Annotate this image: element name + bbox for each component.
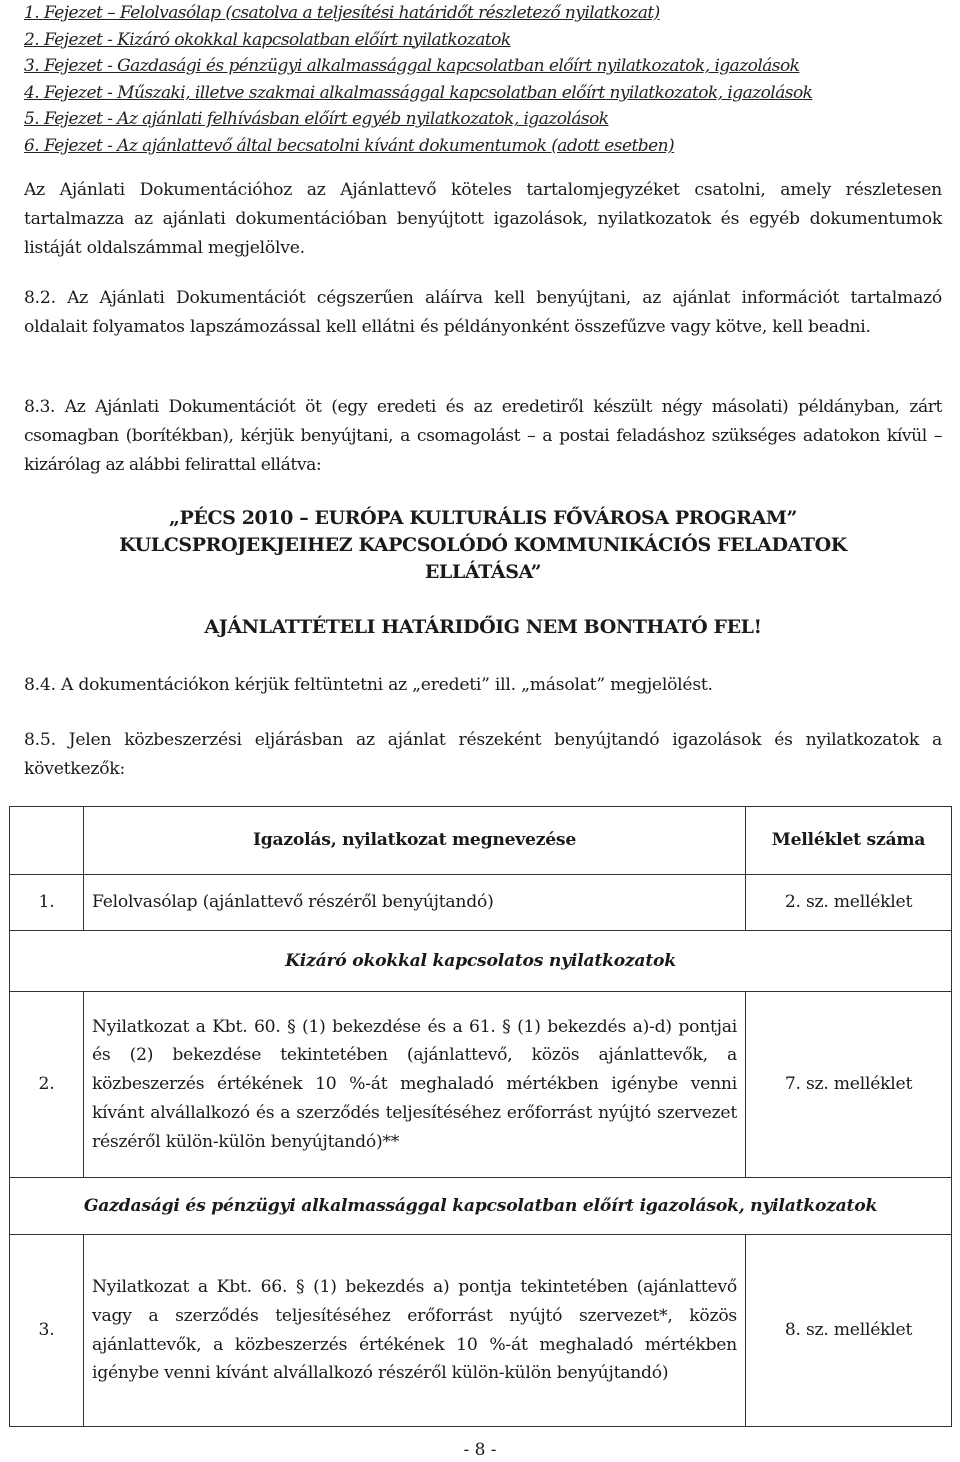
- table-section-row: [10, 931, 952, 992]
- row-number: 3.: [10, 1235, 84, 1427]
- table-header-row: [10, 807, 952, 875]
- table-row: [10, 1235, 952, 1427]
- chapter-item: 4. Fejezet - Műszaki, illetve szakmai alkalmassággal kapcsolatban előírt nyilatkozatok, igazolások: [24, 82, 813, 103]
- row-attachment: 2. sz. melléklet: [746, 875, 952, 931]
- envelope-label-line: „PÉCS 2010 – EURÓPA KULTURÁLIS FŐVÁROSA PROGRAM”: [168, 507, 798, 529]
- row-description: Nyilatkozat a Kbt. 66. § (1) bekezdés a) pontja tekintetében (ajánlattevő vagy a szerződés teljesítéséhez erőforrást nyújtó szervezet*, közös ajánlattevők, a közbeszerzés értékének 10 %-át meghaladó mértékben igénybe venni kívánt alvállalkozó részéről külön-külön benyújtandó): [84, 1235, 746, 1427]
- intro-paragraph: Az Ajánlati Dokumentációhoz az Ajánlattevő köteles tartalomjegyzéket csatolni, amely részletesen tartalmazza az ajánlati dokumentációban benyújtott igazolások, nyilatkozatok és egyéb dokumentumok listáját oldalszámmal megjelölve.: [24, 180, 942, 258]
- row-number: 1.: [10, 875, 84, 931]
- section-heading: Gazdasági és pénzügyi alkalmassággal kapcsolatban előírt igazolások, nyilatkozatok: [10, 1178, 952, 1235]
- row-description: Nyilatkozat a Kbt. 60. § (1) bekezdése és a 61. § (1) bekezdés a)-d) pontjai és (2) bekezdése tekintetében (ajánlattevő, közös ajánlattevők, a közbeszerzés értékének 10 %-át meghaladó mértékben igénybe venni kívánt alvállalkozó és a szerződés teljesítéséhez erőforrást nyújtó szervezet részéről külön-külön benyújtandó)**: [84, 992, 746, 1178]
- page-number: - 8 -: [463, 1440, 497, 1460]
- table-row: [10, 992, 952, 1178]
- row-description: Felolvasólap (ajánlattevő részéről benyújtandó): [84, 875, 746, 931]
- envelope-label: [24, 505, 942, 586]
- table-row: [10, 875, 952, 931]
- paragraph-8-2: 8.2. Az Ajánlati Dokumentációt cégszerűen aláírva kell benyújtani, az ajánlat információt tartalmazó oldalait folyamatos lapszámozással kell ellátni és példányonként összefűzve vagy kötve, kell beadni.: [24, 288, 942, 337]
- chapter-item: 2. Fejezet - Kizáró okokkal kapcsolatban előírt nyilatkozatok: [24, 29, 511, 50]
- envelope-label-line: ELLÁTÁSA”: [424, 561, 542, 583]
- paragraph-8-4: 8.4. A dokumentációkon kérjük feltüntetni az „eredeti” ill. „másolat” megjelölést.: [24, 675, 713, 695]
- chapter-item: 1. Fejezet – Felolvasólap (csatolva a teljesítési határidőt részletező nyilatkozat): [24, 3, 660, 23]
- paragraph-8-5: 8.5. Jelen közbeszerzési eljárásban az ajánlat részeként benyújtandó igazolások és nyilatkozatok a következők:: [24, 730, 942, 779]
- documents-table: [9, 806, 952, 1427]
- chapter-item: 3. Fejezet - Gazdasági és pénzügyi alkalmassággal kapcsolatban előírt nyilatkozatok, igazolások: [24, 56, 800, 77]
- chapter-item: 5. Fejezet - Az ajánlati felhívásban előírt egyéb nyilatkozatok, igazolások: [24, 109, 609, 130]
- envelope-label-line: KULCSPROJEKJEIHEZ KAPCSOLÓDÓ KOMMUNIKÁCIÓS FELADATOK: [119, 534, 847, 556]
- chapter-item: 6. Fejezet - Az ajánlattevő által becsatolni kívánt dokumentumok (adott esetben): [24, 135, 675, 156]
- row-attachment: 8. sz. melléklet: [746, 1235, 952, 1427]
- row-number: 2.: [10, 992, 84, 1178]
- chapter-list: [24, 0, 936, 160]
- table-section-row: [10, 1178, 952, 1235]
- do-not-open-warning: AJÁNLATTÉTELI HATÁRIDŐIG NEM BONTHATÓ FEL!: [204, 616, 762, 638]
- header-attachment: Melléklet száma: [746, 807, 952, 875]
- paragraph-8-3: 8.3. Az Ajánlati Dokumentációt öt (egy eredeti és az eredetiről készült négy másolati) példányban, zárt csomagban (borítékban), kérjük benyújtani, a csomagolást – a postai feladáshoz szükséges adatokon kívül – kizárólag az alábbi felirattal ellátva:: [24, 397, 942, 475]
- header-num-cell: [10, 807, 84, 875]
- section-heading: Kizáró okokkal kapcsolatos nyilatkozatok: [10, 931, 952, 992]
- header-description: Igazolás, nyilatkozat megnevezése: [84, 807, 746, 875]
- row-attachment: 7. sz. melléklet: [746, 992, 952, 1178]
